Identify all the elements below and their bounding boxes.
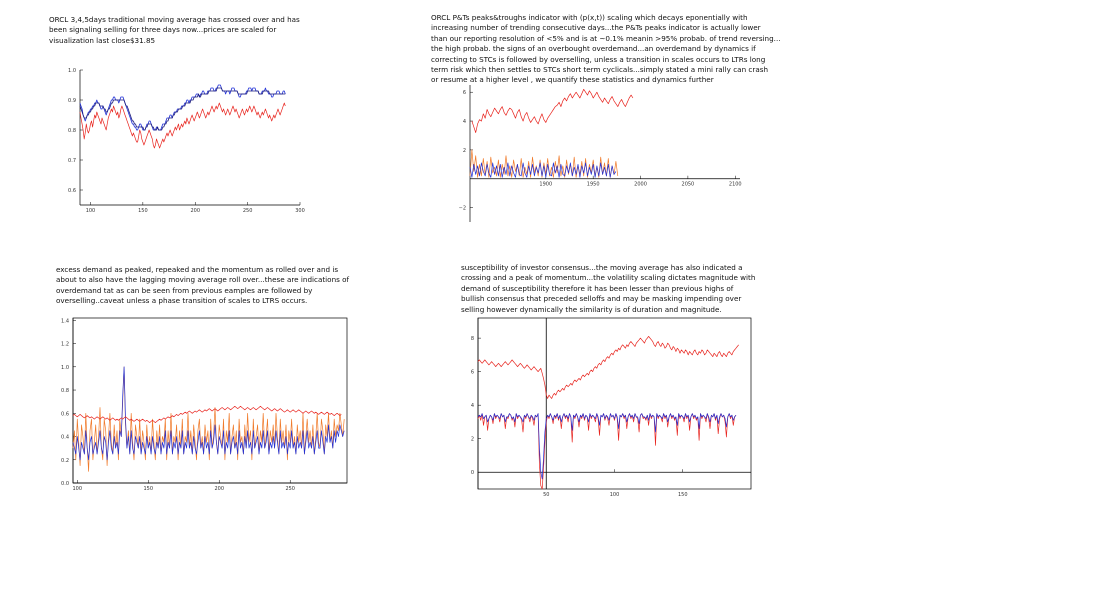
series-line-0 [478,336,739,398]
y-tick-label: 0.6 [68,188,76,194]
y-tick-label: 8 [470,336,474,343]
y-tick-label: 0.8 [61,388,69,395]
y-tick-label: −2 [458,205,466,212]
y-tick-label: 4 [470,403,474,410]
x-tick-label: 100 [609,492,620,498]
x-tick-label: 200 [214,486,225,492]
y-tick-label: 1.2 [61,341,69,348]
caption-top-left: ORCL 3,4,5days traditional moving average has crossed over and has been signaling selling for three days now...prices are scaled for visualization last close$31.85 [49,15,300,45]
x-tick-label: 300 [295,208,305,214]
y-tick-label: 1.0 [61,364,69,371]
x-tick-label: 150 [143,486,154,492]
x-tick-label: 2050 [681,181,695,188]
series-line-2 [478,414,736,479]
x-tick-label: 100 [72,486,83,492]
x-tick-label: 250 [285,486,295,492]
y-tick-label: 1.4 [61,318,69,325]
y-tick-label: 6 [462,90,466,97]
caption-top-right: ORCL P&Ts peaks&troughs indicator with (p(x,t)) scaling which decays eponentially with increasing number of trending consecutive days...the P&Ts peaks indicator is actually lower than our reporting resolution of <5% and is at ~0.1% meanin >95% probab. of trend reversing... the high probab. the signs of an overbought overdemand...an overdemand by dynamics if correcting to STCs is followed by overselling, unless a transition in scales occurs to LTRs long term risk which then settles to STCs short term cyclicals...simply stated a mini rally can crash or resume at a higher level , we quantify these statistics and dynamics further [431,13,781,85]
y-tick-label: 0.9 [68,98,76,104]
y-tick-label: 0.6 [61,411,69,418]
y-tick-label: 2 [462,147,466,154]
y-tick-label: 0.2 [61,457,69,464]
x-tick-label: 150 [677,492,688,498]
y-tick-label: 0.8 [68,128,76,134]
x-tick-label: 1900 [539,181,553,188]
y-tick-label: 0.0 [61,481,69,487]
caption-bottom-right: susceptibility of investor consensus...the moving average has also indicated a crossing and a peak of momentum...the volatility scaling dictates magnitude with demand of susceptibility therefore it has been lesser than previous highs of bullish consensus that preceded selloffs and may be masking impending over selling however dynamically the similarity is of duration and magnitude. [461,263,756,314]
caption-bottom-left: excess demand as peaked, repeaked and the momentum as rolled over and is about to also have the lagging moving average roll over...these are indications of overdemand tat as can be seen from previous eamples are followed by overselling..caveat unless a phase transition of scales to LTRS occurs. [56,265,350,306]
y-tick-label: 0.4 [61,434,69,441]
y-tick-label: 1.0 [68,68,76,74]
x-tick-label: 250 [242,208,253,214]
x-tick-label: 1950 [586,181,600,188]
x-tick-label: 100 [85,208,96,214]
y-tick-label: 0.7 [68,158,76,164]
plot-frame [478,318,751,489]
x-tick-label: 2100 [728,181,742,188]
y-tick-label: 2 [470,436,474,443]
series-line-1 [478,414,736,489]
y-tick-label: 6 [470,369,474,376]
y-tick-label: 4 [462,119,466,126]
x-tick-label: 200 [190,208,201,214]
x-tick-label: 150 [138,208,148,214]
x-tick-label: 2000 [634,181,647,188]
y-tick-label: 0 [470,470,474,477]
x-tick-label: 50 [543,492,550,498]
